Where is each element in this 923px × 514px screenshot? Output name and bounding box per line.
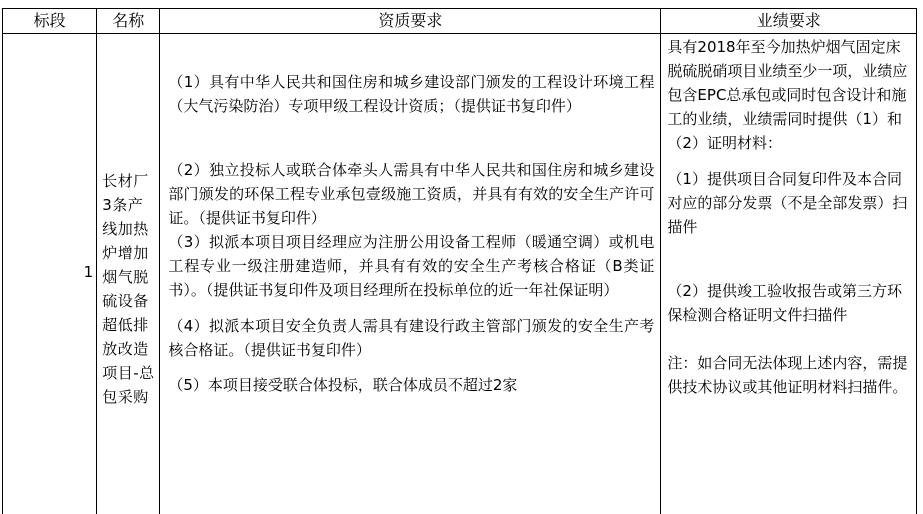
performance-note: 注：如合同无法体现上述内容，需提供技术协议或其他证明材料扫描件。	[667, 354, 908, 396]
header-qualification: 资质要求	[160, 9, 661, 34]
performance-item: （1）提供项目合同复印件及本合同对应的部分发票（不是全部发票）扫描件	[667, 170, 908, 236]
requirements-table	[2, 8, 917, 514]
header-segment: 标段	[3, 9, 97, 34]
qualification-item: （1）具有中华人民共和国住房和城乡建设部门颁发的工程设计环境工程（大气污染防治）专项甲级工程设计资质；（提供证书复印件）	[168, 73, 655, 115]
performance-intro: 具有2018年至今加热炉烟气固定床脱硫脱硝项目业绩至少一项，业绩应包含EPC总承包或同时包含设计和施工的业绩，业绩需同时提供（1）和（2）证明材料：	[667, 38, 908, 152]
qualification-cell	[160, 34, 661, 514]
qualification-item: （5）本项目接受联合体投标，联合体成员不超过2家	[168, 376, 518, 394]
project-name-cell: 长材厂3条产线加热炉增加烟气脱硫设备超低排放改造项目-总包采购	[97, 34, 160, 514]
header-name: 名称	[97, 9, 160, 34]
performance-item: （2）提供竣工验收报告或第三方环保检测合格证明文件扫描件	[667, 282, 902, 324]
segment-cell: 1	[3, 34, 97, 514]
qualification-item: （4）拟派本项目安全负责人需具有建设行政主管部门颁发的安全生产考核合格证。（提供证书复印件）	[168, 317, 655, 359]
header-performance: 业绩要求	[661, 9, 917, 34]
table-header-row	[3, 9, 917, 34]
performance-cell	[661, 34, 917, 514]
qualification-item: （2）独立投标人或联合体牵头人需具有中华人民共和国住房和城乡建设部门颁发的环保工程专业承包壹级施工资质，并具有有效的安全生产许可证。（提供证书复印件）	[168, 161, 655, 227]
qualification-item: （3）拟派本项目项目经理应为注册公用设备工程师（暖通空调）或机电工程专业一级注册建造师，并具有有效的安全生产考核合格证（B类证书）。（提供证书复印件及项目经理所在投标单位的近一年社保证明）	[168, 233, 655, 299]
table-row	[3, 34, 917, 514]
